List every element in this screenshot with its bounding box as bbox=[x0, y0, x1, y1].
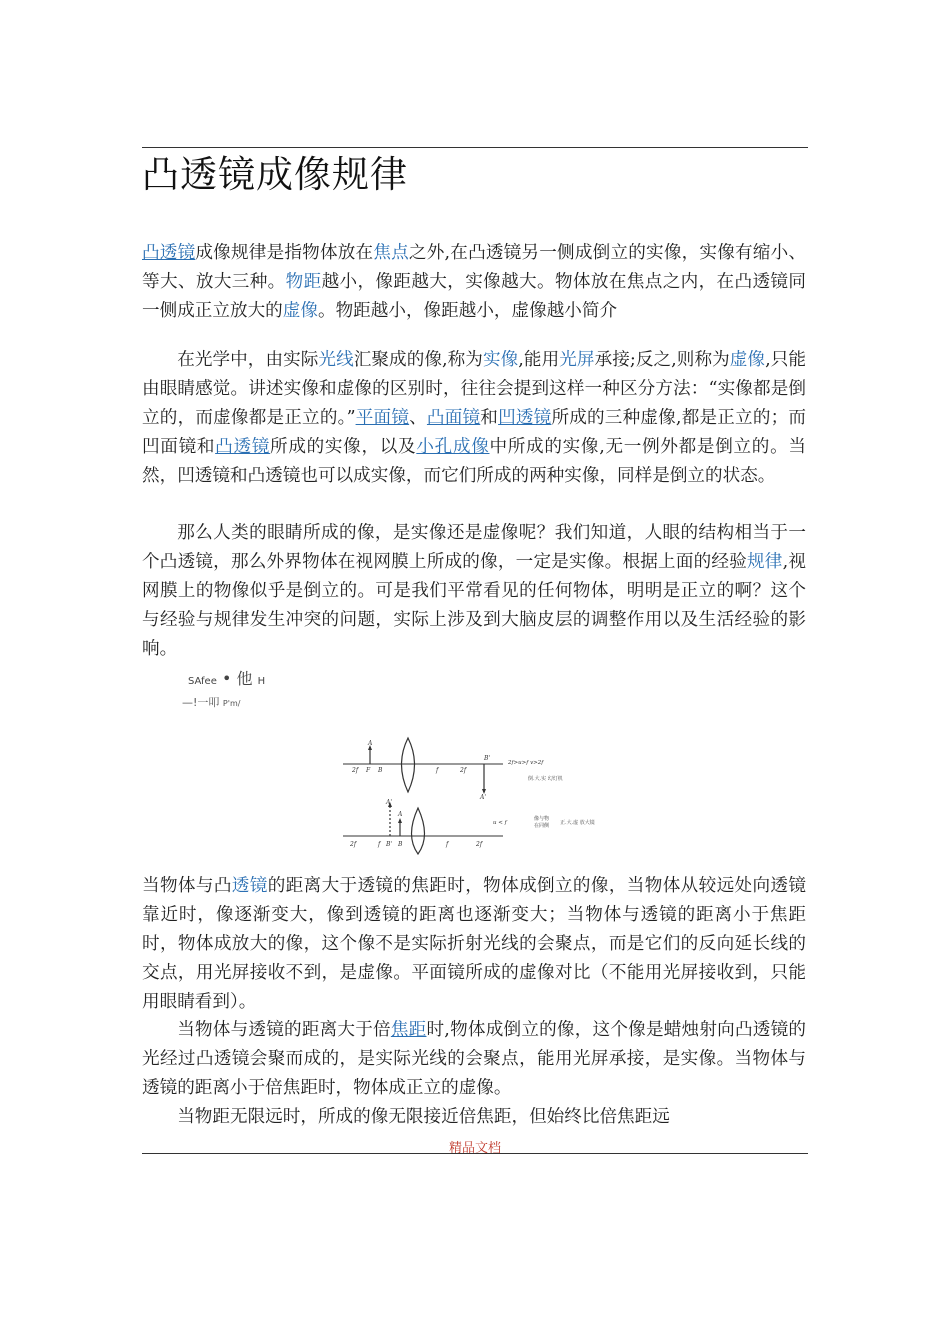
note-bottom: 正.大.虚 放大镜 bbox=[560, 820, 595, 826]
text-run: 在光学中，由实际 bbox=[177, 350, 319, 370]
text-run: 所成的实像，以及 bbox=[270, 437, 417, 457]
tick-B: B bbox=[378, 767, 383, 774]
intro-paragraph bbox=[142, 239, 806, 326]
tick-f-left: f bbox=[378, 841, 381, 848]
lens-imaging-diagram bbox=[338, 736, 618, 856]
text-run: 那么人类的眼睛所成的像，是实像还是虚像呢？我们知道，人眼的结构相当于一个凸透镜，那么外界物体在视网膜上所成的像，一定是实像。根据上面的经验 bbox=[142, 523, 806, 572]
diagram-bottom bbox=[343, 799, 595, 854]
text-run: 当物体与透镜的距离大于倍 bbox=[177, 1020, 391, 1040]
highlighted-term: 规律 bbox=[747, 552, 783, 572]
focal-distance-paragraph bbox=[142, 1016, 806, 1103]
highlighted-term: 物距 bbox=[285, 272, 322, 292]
footer-label: 精品文档 bbox=[448, 1141, 501, 1156]
label-B-prime: B' bbox=[484, 755, 491, 762]
condition-top: 2f>u>f v>2f bbox=[508, 760, 544, 766]
tick-B-prime: B' bbox=[386, 841, 393, 848]
text-run: 、 bbox=[409, 408, 427, 428]
text-run: 汇聚成的像,称为 bbox=[353, 350, 483, 370]
text-run: 中所成的实像,无一例外都是倒立的。当然，凹透镜和凸透镜也可以成实像，而它们所成的两种实像，同样是倒立的状态。 bbox=[142, 437, 806, 486]
page-title: 凸透镜成像规律 bbox=[142, 153, 408, 196]
inline-link[interactable]: 凸透镜 bbox=[215, 437, 271, 457]
text-run: 成像规律是指物体放在 bbox=[195, 243, 374, 263]
label-A: A bbox=[368, 740, 373, 747]
text-run: 和 bbox=[480, 408, 499, 428]
side-note-2: 在同侧 bbox=[534, 823, 550, 829]
inline-link[interactable]: 焦距 bbox=[390, 1020, 427, 1040]
highlighted-term: 光屏 bbox=[559, 350, 595, 370]
tick-F: F bbox=[366, 767, 371, 774]
text-run: 越小，像距越大，实像越大。物体放在焦点之内，在凸透镜同一侧成正立放大的 bbox=[142, 272, 806, 321]
convex-lens bbox=[412, 808, 425, 854]
tick-2f-right: 2f bbox=[476, 841, 483, 848]
tick-2f-left: 2f bbox=[350, 841, 357, 848]
real-virtual-paragraph bbox=[142, 346, 806, 491]
text-run: 。物距越小，像距越小，虚像越小简介 bbox=[317, 301, 618, 321]
tick-f-right: f bbox=[436, 767, 439, 774]
side-note-1: 像与物 bbox=[534, 816, 550, 822]
text-run: 所成的三种虚像,都是正立的；而凹面镜和 bbox=[142, 408, 806, 457]
text-run: 之外,在凸透镜另一侧成倒立的实像，实像有缩小、等大、放大三种。 bbox=[142, 243, 806, 292]
highlighted-term: 实像 bbox=[482, 350, 519, 370]
image-rules-paragraph bbox=[142, 872, 806, 1017]
label-A-prime: A' bbox=[480, 794, 486, 801]
text-run: ,只能由眼睛感觉。讲述实像和虚像的区别时，往往会提到这样一种区分方法：“实像都是倒立的，而虚像都是正立的。” bbox=[142, 350, 806, 428]
inline-link[interactable]: 凸透镜 bbox=[142, 243, 196, 263]
inline-link[interactable]: 小孔成像 bbox=[416, 437, 490, 457]
text-run: 当物距无限远时，所成的像无限接近倍焦距，但始终比倍焦距远 bbox=[177, 1107, 670, 1127]
diagram-top bbox=[343, 738, 563, 801]
note-top: 倒.大.实 幻灯机 bbox=[528, 776, 563, 782]
tick-2f-left: 2f bbox=[352, 767, 359, 774]
convex-lens bbox=[402, 738, 415, 792]
highlighted-term: 虚像 bbox=[282, 301, 318, 321]
highlighted-term: 光线 bbox=[318, 350, 354, 370]
highlighted-term: 焦点 bbox=[373, 243, 409, 263]
text-run: ,能用 bbox=[518, 350, 560, 370]
infinite-distance-paragraph bbox=[142, 1103, 806, 1132]
label-A-prime: A' bbox=[386, 799, 392, 806]
label-A: A bbox=[398, 811, 403, 818]
inline-link[interactable]: 平面镜 bbox=[355, 408, 410, 428]
condition-bottom: u < f bbox=[493, 820, 507, 826]
text-run: 的距离大于透镜的焦距时，物体成倒立的像，当物体从较远处向透镜靠近时，像逐渐变大，像到透镜的距离也逐渐变大；当物体与透镜的距离小于焦距时，物体成放大的像，这个像不是实际折射光线的会聚点，而是它们的反向延长线的交点，用光屏接收不到，是虚像。平面镜所成的虚像对比（不能用光屏接收到，只能用眼睛看到）。 bbox=[142, 876, 806, 1012]
highlighted-term: 虚像 bbox=[729, 350, 766, 370]
tick-2f-right: 2f bbox=[460, 767, 467, 774]
inline-link[interactable]: 凸面镜 bbox=[426, 408, 481, 428]
text-run: 时,物体成倒立的像，这个像是蜡烛射向凸透镜的光经过凸透镜会聚而成的，是实际光线的会聚点，能用光屏承接，是实像。当物体与透镜的距离小于倍焦距时，物体成正立的虚像。 bbox=[142, 1020, 806, 1098]
text-run: ,视网膜上的物像似乎是倒立的。可是我们平常看见的任何物体，明明是正立的啊？这个与经验与规律发生冲突的问题，实际上涉及到大脑皮层的调整作用以及生活经验的影响。 bbox=[142, 552, 806, 659]
tick-B: B bbox=[398, 841, 403, 848]
scrap-text-2: —!一叩 P'm/ bbox=[182, 696, 241, 709]
tick-f-right: f bbox=[446, 841, 449, 848]
text-run: 承接;反之,则称为 bbox=[594, 350, 730, 370]
object-arrow-head bbox=[398, 818, 402, 823]
scrap-text-1: SAfee • 他 H bbox=[188, 669, 266, 688]
inline-link[interactable]: 凹透镜 bbox=[498, 408, 552, 428]
text-run: 当物体与凸 bbox=[142, 876, 232, 896]
eye-image-paragraph bbox=[142, 519, 806, 664]
bottom-rule bbox=[142, 1153, 808, 1154]
highlighted-term: 透镜 bbox=[231, 876, 268, 896]
